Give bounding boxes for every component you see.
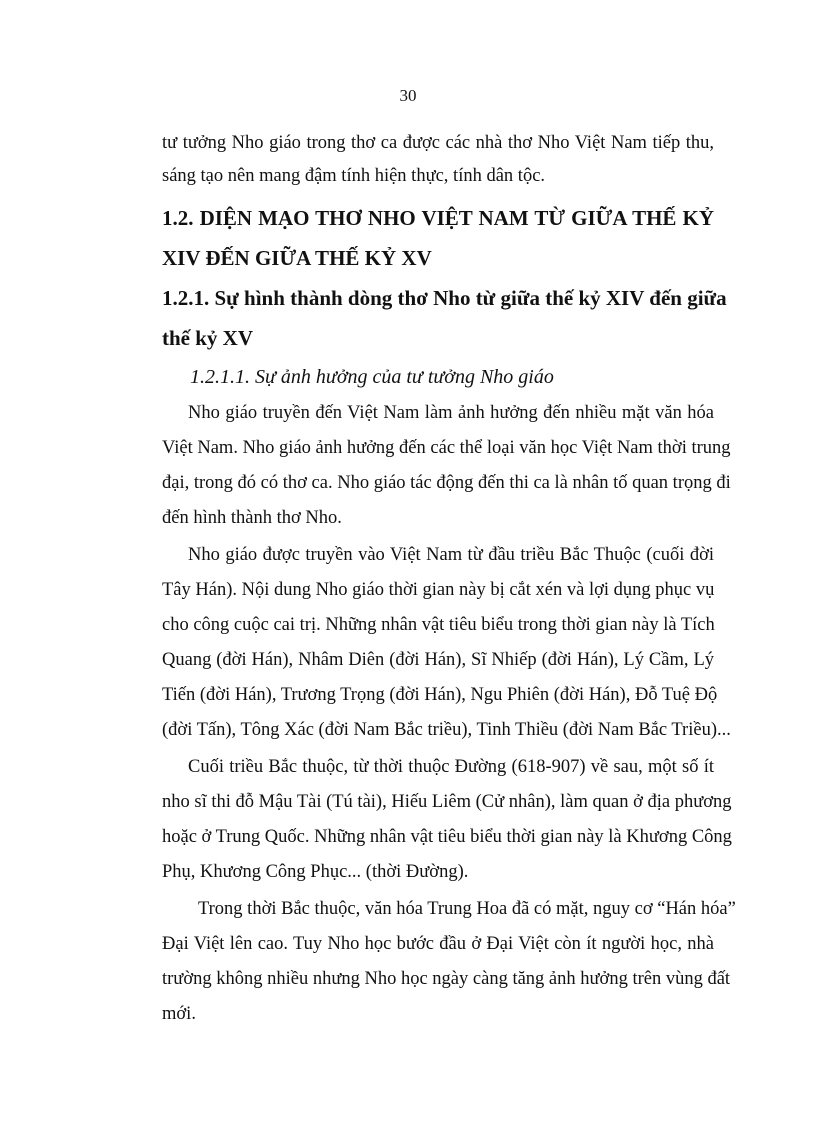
body-line: Tây Hán). Nội dung Nho giáo thời gian này bị cắt xén và lợi dụng phục vụ (162, 580, 715, 600)
body-line: nho sĩ thi đỗ Mậu Tài (Tú tài), Hiếu Liêm (Cử nhân), làm quan ở địa phương (162, 792, 732, 812)
body-line: Nho giáo truyền đến Việt Nam làm ảnh hưởng đến nhiều mặt văn hóa (188, 403, 714, 423)
body-line: cho công cuộc cai trị. Những nhân vật tiêu biểu trong thời gian này là Tích (162, 615, 715, 635)
body-line: mới. (162, 1004, 196, 1024)
body-line: Phụ, Khương Công Phục... (thời Đường). (162, 862, 469, 882)
body-line: Trong thời Bắc thuộc, văn hóa Trung Hoa đã có mặt, nguy cơ “Hán hóa” (198, 899, 736, 919)
body-line: đến hình thành thơ Nho. (162, 508, 342, 528)
body-line: (đời Tấn), Tông Xác (đời Nam Bắc triều), Tinh Thiều (đời Nam Bắc Triều)... (162, 720, 731, 740)
body-line: Quang (đời Hán), Nhâm Diên (đời Hán), Sĩ Nhiếp (đời Hán), Lý Cầm, Lý (162, 650, 714, 670)
body-line: trường không nhiều nhưng Nho học ngày càng tăng ảnh hưởng trên vùng đất (162, 969, 731, 989)
sub-subsection-heading: 1.2.1.1. Sự ảnh hưởng của tư tưởng Nho giáo (190, 366, 554, 388)
page-number: 30 (399, 86, 417, 105)
section-heading: XIV ĐẾN GIỮA THẾ KỶ XV (162, 246, 432, 270)
body-line: Việt Nam. Nho giáo ảnh hưởng đến các thể loại văn học Việt Nam thời trung (162, 438, 731, 458)
body-line: tư tưởng Nho giáo trong thơ ca được các nhà thơ Nho Việt Nam tiếp thu, (162, 133, 714, 153)
subsection-heading: thế kỷ XV (162, 326, 254, 350)
body-line: Nho giáo được truyền vào Việt Nam từ đầu triều Bắc Thuộc (cuối đời (188, 545, 714, 565)
subsection-heading: 1.2.1. Sự hình thành dòng thơ Nho từ giữa thế kỷ XIV đến giữa (162, 286, 727, 310)
body-line: Tiến (đời Hán), Trương Trọng (đời Hán), Ngu Phiên (đời Hán), Đỗ Tuệ Độ (162, 685, 718, 705)
page-body (162, 126, 736, 1032)
section-heading: 1.2. DIỆN MẠO THƠ NHO VIỆT NAM TỪ GIỮA THẾ KỶ (162, 206, 714, 230)
body-line: Cuối triều Bắc thuộc, từ thời thuộc Đường (618-907) về sau, một số ít (188, 757, 714, 777)
body-line: sáng tạo nên mang đậm tính hiện thực, tính dân tộc. (162, 166, 546, 186)
body-line: hoặc ở Trung Quốc. Những nhân vật tiêu biểu thời gian này là Khương Công (162, 827, 732, 847)
body-line: Đại Việt lên cao. Tuy Nho học bước đầu ở Đại Việt còn ít người học, nhà (162, 934, 714, 954)
body-line: đại, trong đó có thơ ca. Nho giáo tác động đến thi ca là nhân tố quan trọng đi (162, 473, 731, 493)
